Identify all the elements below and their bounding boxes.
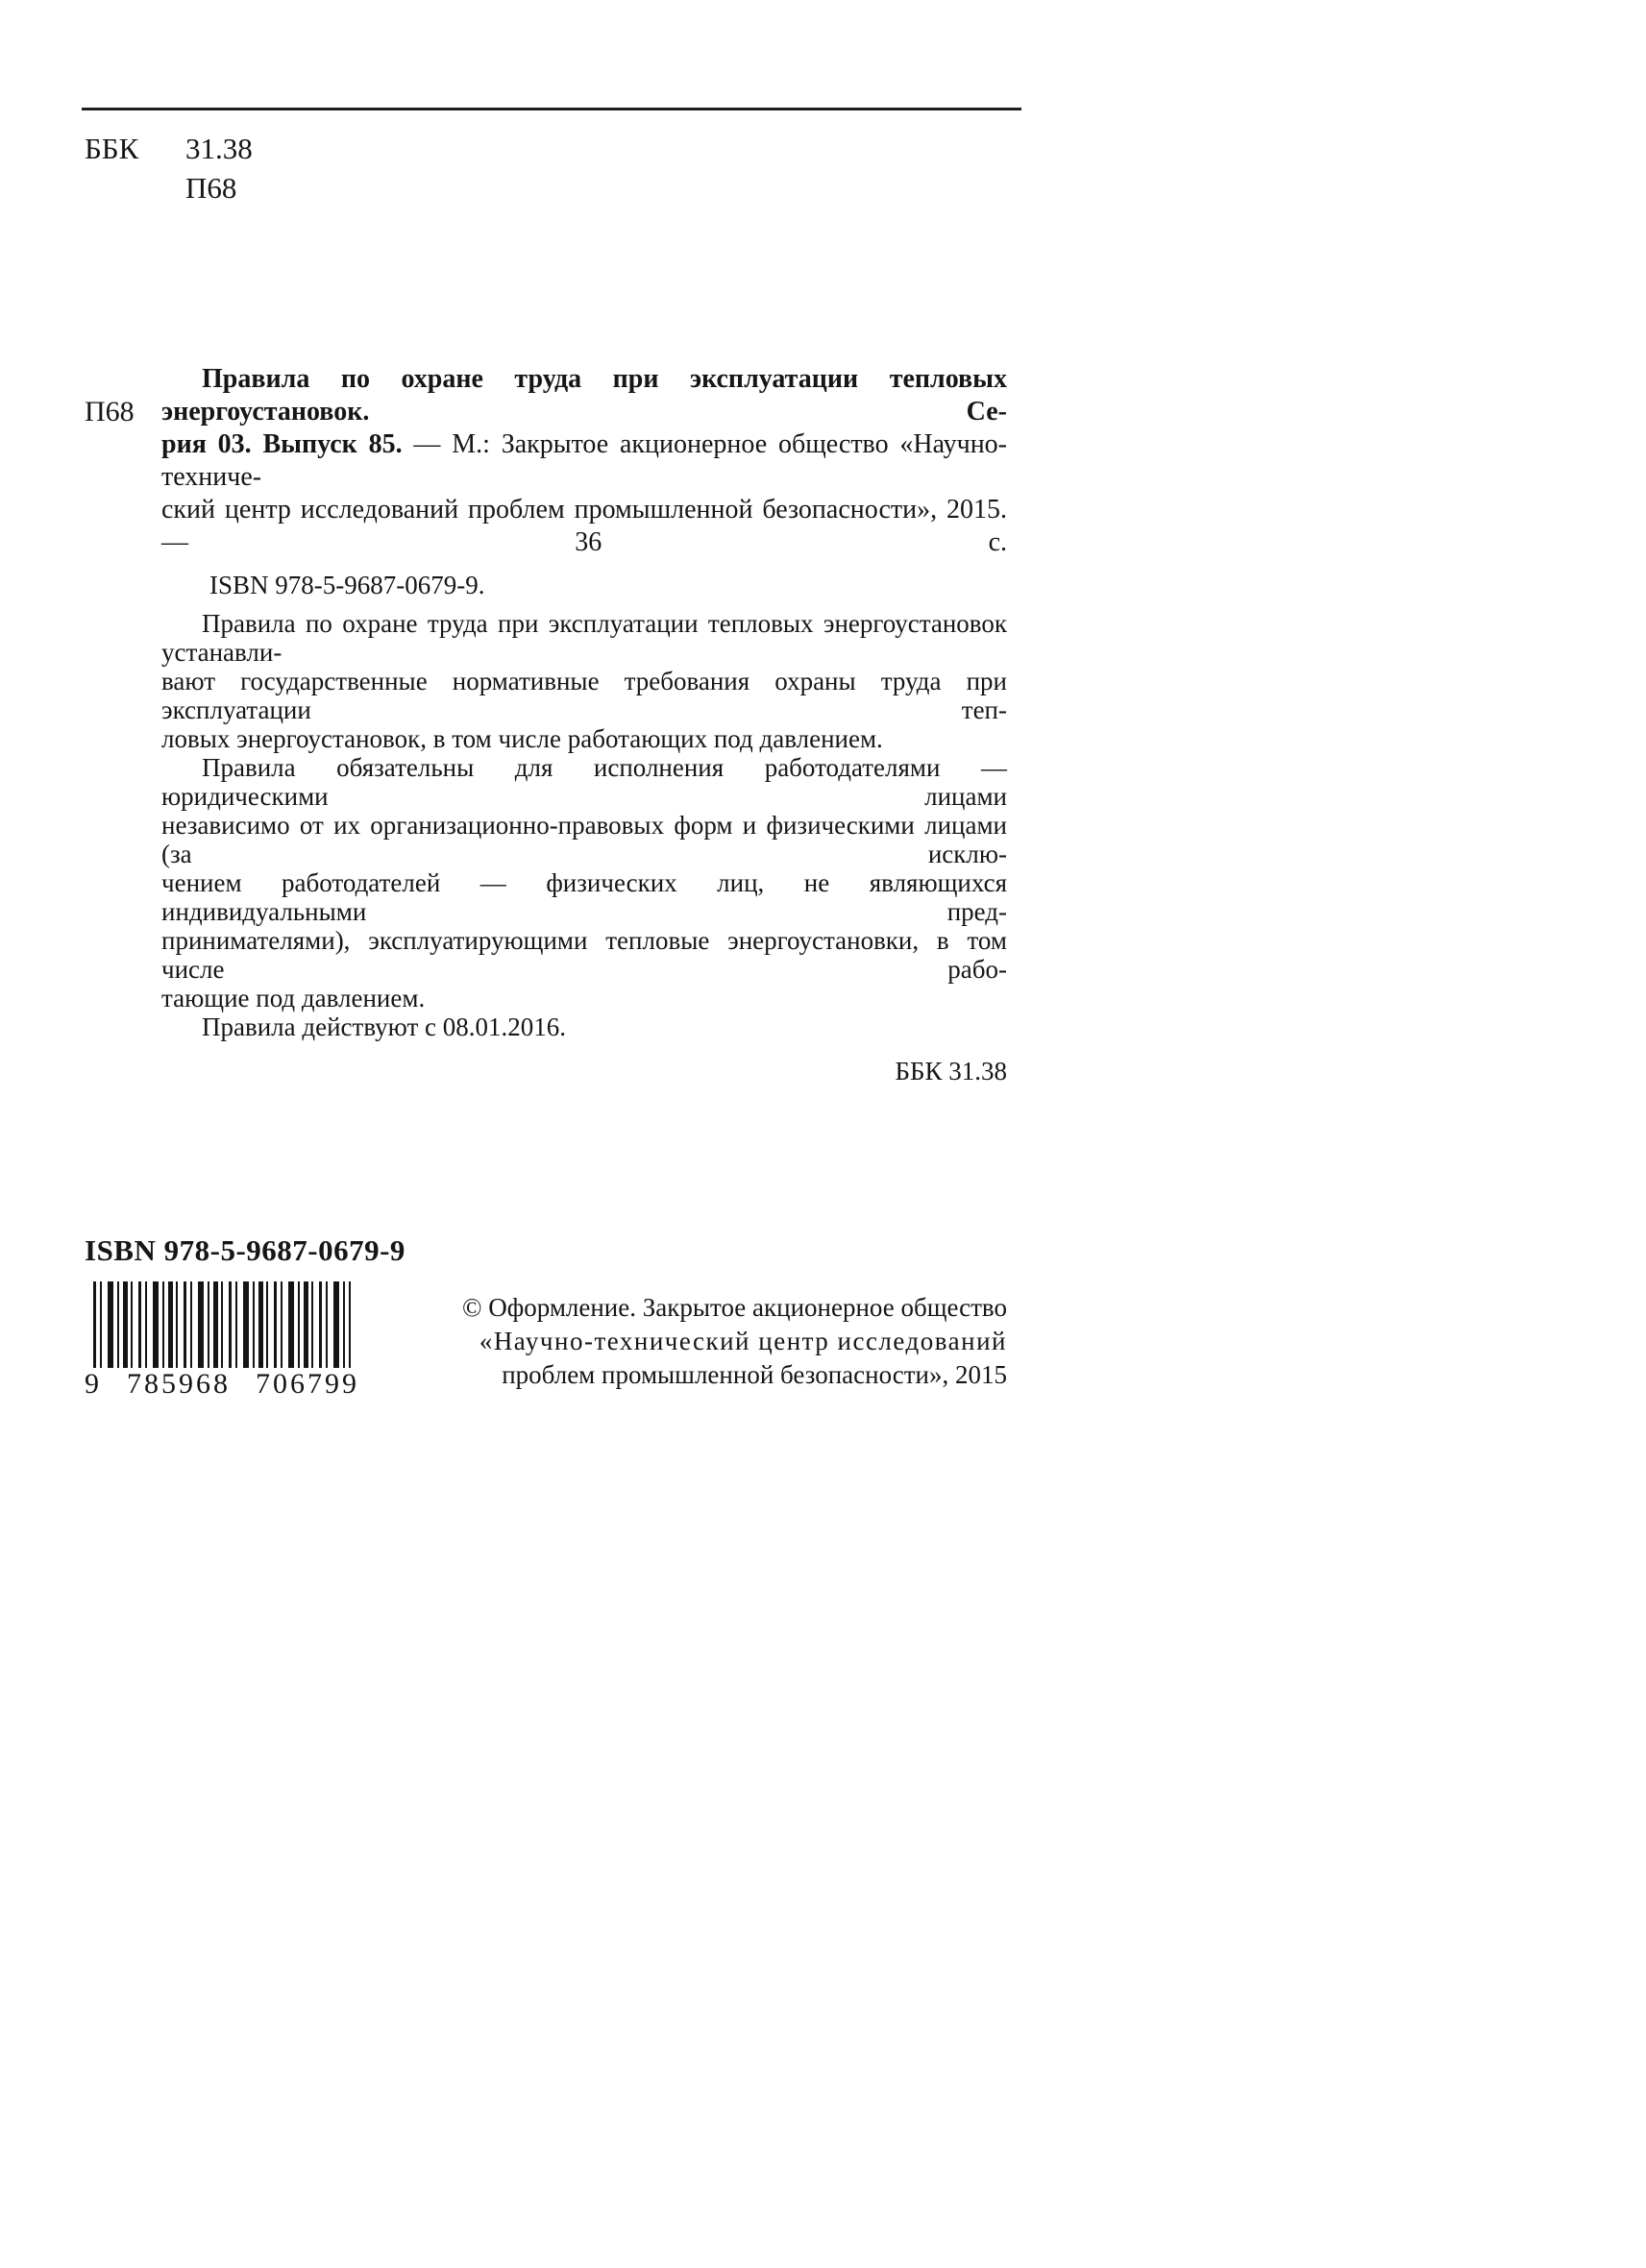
barcode-digit-lead: 9: [85, 1368, 102, 1400]
copyright-block: [462, 1291, 1007, 1392]
bbk-row: [85, 129, 253, 168]
para2-line-1: Правила обязательны для исполнения работодателями — юридическими лицами: [161, 753, 1007, 811]
abstract-paragraph-1: [161, 609, 1007, 753]
catalog-card: [85, 363, 1007, 559]
barcode-digit-group-1: 785968: [127, 1368, 231, 1400]
text-block: [85, 363, 1007, 1085]
isbn-bottom: ISBN 978-5-9687-0679-9: [85, 1233, 405, 1267]
para1-line-3: ловых энергоустановок, в том числе работающих под давлением.: [161, 724, 883, 753]
barcode-digit-group-2: 706799: [256, 1368, 359, 1400]
bbk-right: ББК 31.38: [895, 1057, 1007, 1085]
para2-line-2: независимо от их организационно-правовых форм и физическими лицами (за исклю-: [161, 811, 1007, 868]
author-sign: П68: [185, 171, 237, 205]
margin-author-sign: П68: [85, 396, 135, 427]
para2-line-3: чением работодателей — физических лиц, не являющихся индивидуальными пред-: [161, 868, 1007, 926]
abstract-paragraph-3: [161, 1012, 1007, 1041]
ean13-barcode: [93, 1281, 351, 1368]
copyright-line-2: «Научно-технический центр исследований: [479, 1327, 1007, 1355]
card-line-1: Правила по охране труда при эксплуатации тепловых энергоустановок. Се-: [161, 364, 1007, 427]
card-line-2-regular: — М.: Закрытое акционерное общество «Научно-техниче-: [161, 429, 1007, 492]
bbk-header: [85, 129, 253, 207]
barcode-digits: [85, 1368, 359, 1401]
para1-line-2: вают государственные нормативные требования охраны труда при эксплуатации теп-: [161, 667, 1007, 724]
para3-line-1: Правила действуют с 08.01.2016.: [202, 1012, 567, 1041]
copyright-line-3: проблем промышленной безопасности», 2015: [502, 1360, 1007, 1389]
para2-line-4: принимателями), эксплуатирующими тепловые энергоустановки, в том числе рабо-: [161, 926, 1007, 984]
bbk-value: 31.38: [185, 132, 253, 165]
para2-line-5: тающие под давлением.: [161, 984, 426, 1012]
card-line-3: ский центр исследований проблем промышленной безопасности», 2015. — 36 с.: [161, 495, 1007, 557]
para1-line-1: Правила по охране труда при эксплуатации тепловых энергоустановок устанавли-: [161, 609, 1007, 667]
abstract-paragraph-2: [161, 753, 1007, 1012]
isbn-line: ISBN 978-5-9687-0679-9.: [209, 571, 485, 599]
card-line-2-bold: рия 03. Выпуск 85.: [161, 429, 403, 459]
horizontal-rule: [82, 108, 1021, 110]
copyright-line-1: © Оформление. Закрытое акционерное общество: [461, 1293, 1007, 1322]
card-line-2: [161, 428, 1007, 494]
bbk-label: ББК: [85, 132, 139, 165]
